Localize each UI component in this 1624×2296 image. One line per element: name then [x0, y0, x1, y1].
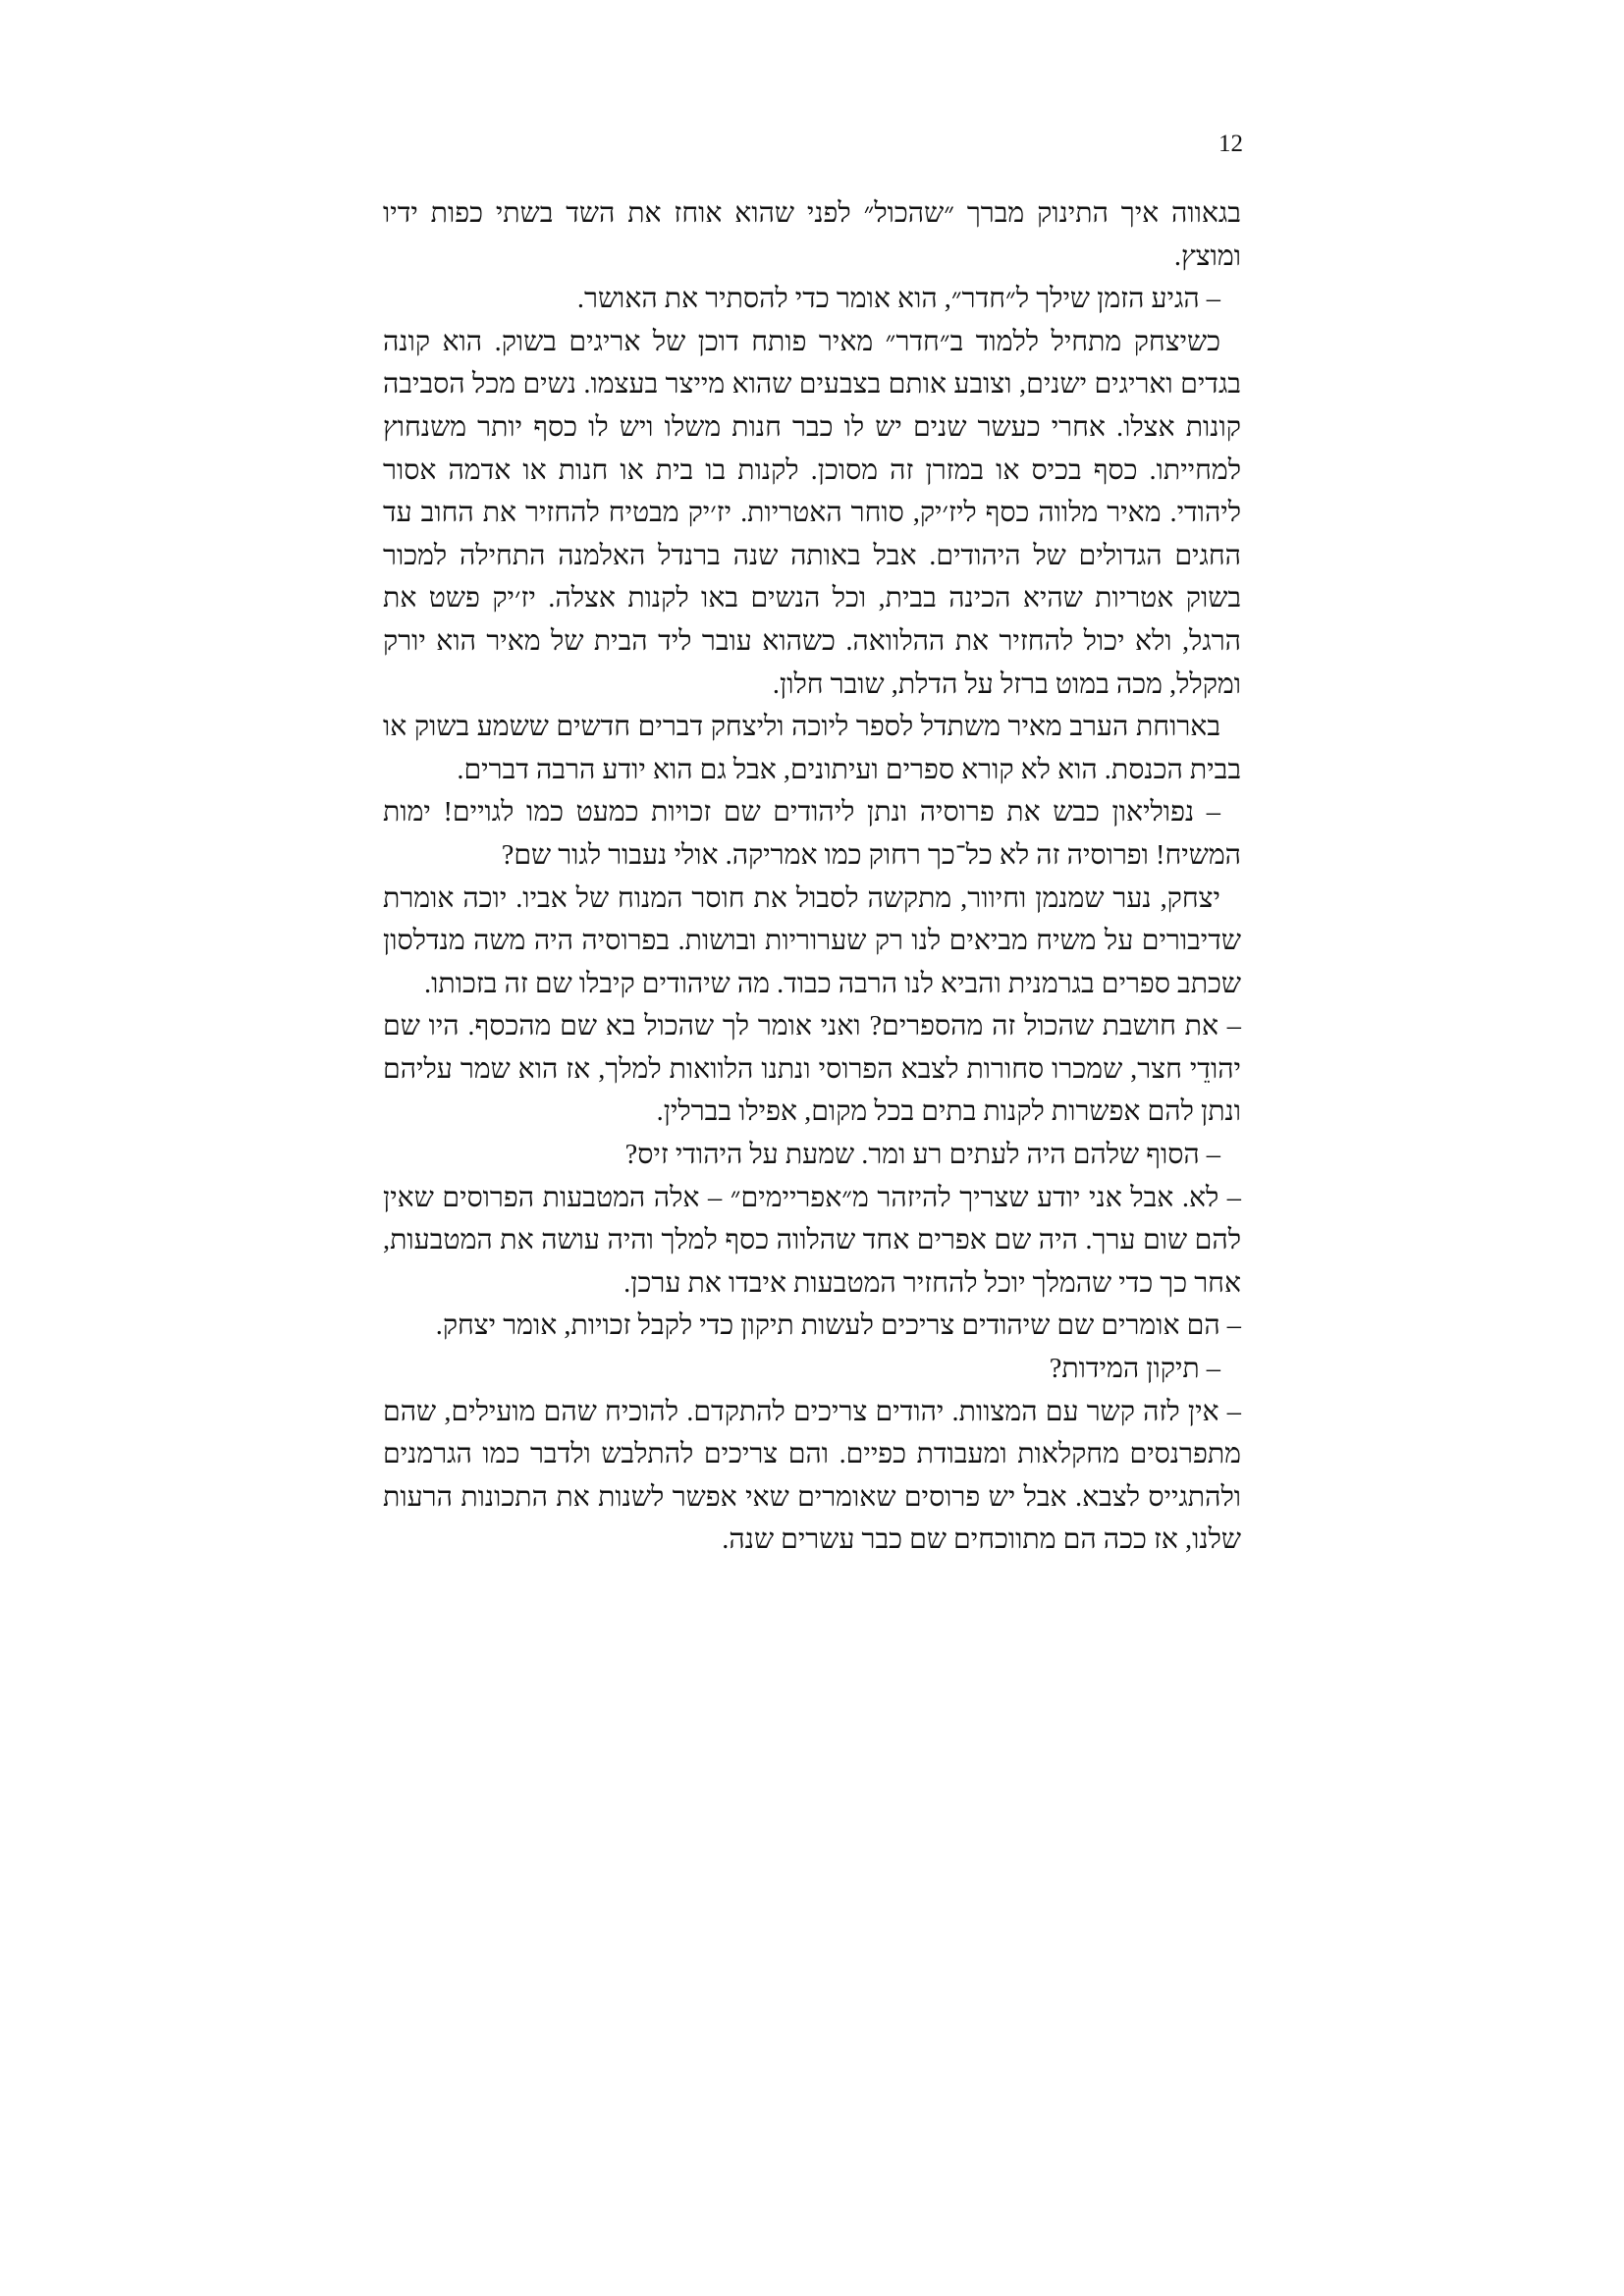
- paragraph: – הם אומרים שם שיהודים צריכים לעשות תיקון כדי לקבל זכויות, אומר יצחק.: [435, 1310, 1241, 1342]
- paragraph: כשיצחק מתחיל ללמוד ב״חדר״ מאיר פותח דוכן של אריגים בשוק. הוא קונה בגדים ואריגים ישנים, וצובע אותם בצבעים שהוא מייצר בעצמו. נשים מכל הסביבה קונות אצלו. אחרי כעשר שנים יש לו כבר חנות משלו ויש לו כסף יותר משנחוץ למחייתו. כסף בכיס או במזרן זה מסוכן. לקנות בו בית או חנות או אדמה אסור ליהודי. מאיר מלווה כסף ליז׳יק, סוחר האטריות. יז׳יק מבטיח להחזיר את החוב עד החגים הגדולים של היהודים. אבל באותה שנה ברנדל האלמנה התחילה למכור בשוק אטריות שהיא הכינה בבית, וכל הנשים באו לקנות אצלה. יז׳יק פשט את הרגל, ולא יכול להחזיר את ההלוואה. כשהוא עובר ליד הבית של מאיר הוא יורק ומקלל, מכה במוט ברזל על הדלת, שובר חלון.: [383, 326, 1241, 700]
- paragraph: בארוחת הערב מאיר משתדל לספר ליוכה וליצחק דברים חדשים ששמע בשוק או בבית הכנסת. הוא לא קורא ספרים ועיתונים, אבל גם הוא יודע הרבה דברים.: [383, 712, 1241, 785]
- paragraph: – הסוף שלהם היה לעתים רע ומר. שמעת על היהודי זיס?: [624, 1140, 1220, 1171]
- paragraph: – נפוליאון כבש את פרוסיה ונתן ליהודים שם זכויות כמעט כמו לגויים! ימות המשיח! ופרוסיה זה לא כל־כך רחוק כמו אמריקה. אולי נעבור לגור שם?: [383, 797, 1241, 871]
- paragraph: – הגיע הזמן שילך ל״חדר״, הוא אומר כדי להסתיר את האושר.: [576, 284, 1220, 315]
- paragraph: – תיקון המידות?: [1049, 1354, 1220, 1385]
- paragraph: – אין לזה קשר עם המצוות. יהודים צריכים להתקדם. להוכיח שהם מועילים, שהם מתפרנסים מחקלאות ומעבודת כפיים. והם צריכים להתלבש ולדבר כמו הגרמנים ולהתגייס לצבא. אבל יש פרוסים שאומרים שאי אפשר לשנות את התכונות הרעות שלנו, אז ככה הם מתווכחים שם כבר עשרים שנה.: [383, 1396, 1241, 1556]
- paragraph: – את חושבת שהכול זה מהספרים? ואני אומר לך שהכול בא שם מהכסף. היו שם יהודֵי חצר, שמכרו סחורות לצבא הפרוסי ונתנו הלוואות למלך, אז הוא שמר עליהם ונתן להם אפשרות לקנות בתים בכל מקום, אפילו בברלין.: [383, 1011, 1241, 1128]
- paragraph: בגאווה איך התינוק מברך ״שהכול״ לפני שהוא אוחז את השד בשתי כפות ידיו ומוצץ.: [383, 198, 1241, 272]
- paragraph: יצחק, נער שמנמן וחיוור, מתקשה לסבול את חוסר המנוח של אביו. יוכה אומרת שדיבורים על משיח מביאים לנו רק שערוריות ובושות. בפרוסיה היה משה מנדלסון שכתב ספרים בגרמנית והביא לנו הרבה כבוד. מה שיהודים קיבלו שם זה בזכותו.: [383, 882, 1241, 999]
- body-text: [383, 192, 1241, 1562]
- page-number: 12: [1218, 131, 1243, 157]
- paragraph: – לא. אבל אני יודע שצריך להיזהר מ״אפריימים״ – אלה המטבעות הפרוסים שאין להם שום ערך. היה שם אפרים אחד שהלווה כסף למלך והיה עושה את המטבעות, אחר כך כדי שהמלך יוכל להחזיר המטבעות איבדו את ערכן.: [383, 1182, 1241, 1299]
